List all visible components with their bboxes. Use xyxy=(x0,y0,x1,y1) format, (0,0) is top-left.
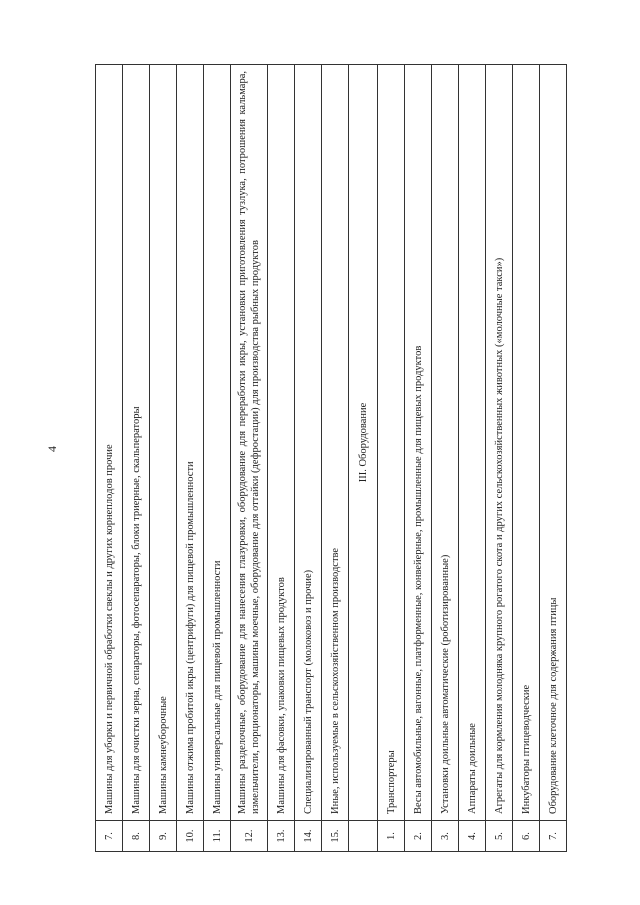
row-number: 7. xyxy=(540,821,567,852)
row-text: Машины отжима пробитой икры (центрифуги) для пищевой промышленности xyxy=(177,65,204,821)
page-number: 4 xyxy=(45,446,59,452)
row-text: Транспортеры xyxy=(378,65,405,821)
table-row xyxy=(231,65,268,852)
row-text: Установки доильные автоматические (роботизированные) xyxy=(432,65,459,821)
row-number: 13. xyxy=(268,821,295,852)
row-text: Агрегаты для кормления молодняка крупного рогатого скота и других сельскохозяйственных животных («молочные такси») xyxy=(486,65,513,821)
row-text: Инкубаторы птицеводческие xyxy=(513,65,540,821)
table-row xyxy=(96,65,123,852)
section-heading-row xyxy=(349,65,378,852)
row-number: 2. xyxy=(405,821,432,852)
row-text: Машины для очистки зерна, сепараторы, фотосепараторы, блоки триерные, скальператоры xyxy=(123,65,150,821)
table-row xyxy=(432,65,459,852)
row-number: 10. xyxy=(177,821,204,852)
table-row xyxy=(295,65,322,852)
table-row xyxy=(177,65,204,852)
row-text: Машины для фасовки, упаковки пищевых продуктов xyxy=(268,65,295,821)
table-row xyxy=(150,65,177,852)
table-row xyxy=(268,65,295,852)
row-number: 9. xyxy=(150,821,177,852)
row-text: Машины для уборки и первичной обработки свеклы и других корнеплодов прочие xyxy=(96,65,123,821)
table-row xyxy=(322,65,349,852)
row-number xyxy=(349,821,378,852)
row-number: 7. xyxy=(96,821,123,852)
row-text: Оборудование клеточное для содержания птицы xyxy=(540,65,567,821)
table-row xyxy=(378,65,405,852)
row-number: 15. xyxy=(322,821,349,852)
table-row xyxy=(513,65,540,852)
row-text: Машины камнеуборочные xyxy=(150,65,177,821)
equipment-table-rotated xyxy=(95,64,581,852)
table-row xyxy=(459,65,486,852)
row-number: 4. xyxy=(459,821,486,852)
table-row xyxy=(204,65,231,852)
row-number: 8. xyxy=(123,821,150,852)
table-row xyxy=(123,65,150,852)
row-number: 12. xyxy=(231,821,268,852)
row-text: Весы автомобильные, вагонные, платформенные, конвейерные, промышленные для пищевых продуктов xyxy=(405,65,432,821)
row-number: 3. xyxy=(432,821,459,852)
row-text: Иные, используемые в сельскохозяйственном производстве xyxy=(322,65,349,821)
row-number: 11. xyxy=(204,821,231,852)
row-number: 1. xyxy=(378,821,405,852)
equipment-table xyxy=(95,64,567,852)
section-heading: III. Оборудование xyxy=(349,65,378,821)
table-row xyxy=(405,65,432,852)
row-text: Машины универсальные для пищевой промышленности xyxy=(204,65,231,821)
table-row xyxy=(486,65,513,852)
row-text: Аппараты доильные xyxy=(459,65,486,821)
table-row xyxy=(540,65,567,852)
row-text: Специализированный транспорт (молоковоз и прочие) xyxy=(295,65,322,821)
row-number: 6. xyxy=(513,821,540,852)
row-text: Машины разделочные, оборудование для нанесения глазуровки, оборудование для переработки икры, установки приготовления тузлука, потрошения кальмара, измельчители, порционаторы, машины моечные, оборудование для оттайки (дефростации) для производства рыбных продуктов xyxy=(231,65,268,821)
row-number: 14. xyxy=(295,821,322,852)
row-number: 5. xyxy=(486,821,513,852)
